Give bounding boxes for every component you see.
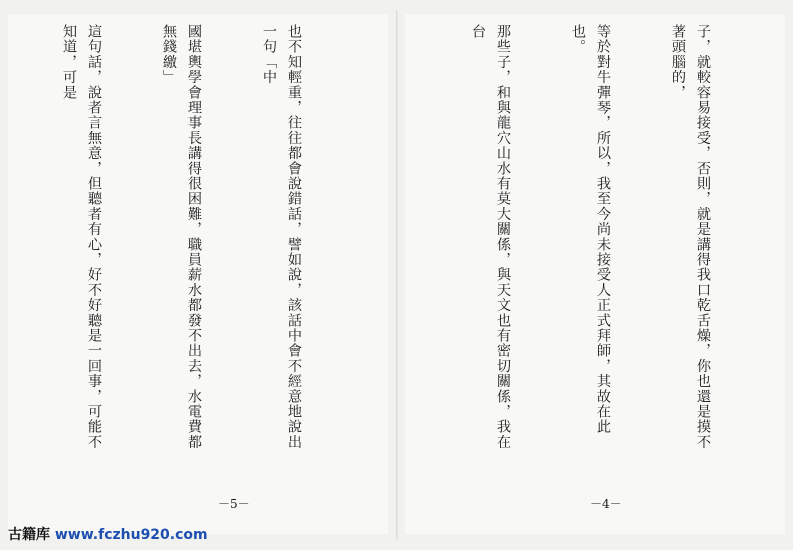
text-column: 那些子，和與龍穴山水有莫大關係，與天文也有密切關係，我在台 <box>470 24 511 450</box>
text-column: 國堪輿學會理事長講得很困難，職員薪水都發不出去，水電費都無錢繳」 <box>161 24 202 450</box>
book-gutter <box>396 10 398 540</box>
text-column: 也不知輕重，往往都會說錯話，譬如說，該話中會不經意地說出一句「中 <box>261 24 302 450</box>
left-page-number: －5－ <box>218 497 250 511</box>
right-page-text <box>420 24 765 464</box>
right-page <box>405 14 785 534</box>
watermark-url: www.fczhu920.com <box>54 527 208 543</box>
right-page-number: －4－ <box>590 497 622 511</box>
text-column: 這句話，說者言無意，但聽者有心，好不好聽是一回事，可能不知道，可是 <box>61 24 102 450</box>
text-column: 等於對牛彈琴，所以，我至今尚未接受人正式拜師，其故在此也。 <box>570 24 611 435</box>
text-column: 子，就較容易接受，否則，就是講得我口乾舌燥，你也還是摸不著頭腦的， <box>670 24 711 450</box>
left-page-text <box>26 24 356 464</box>
site-watermark <box>8 524 208 544</box>
watermark-label: 古籍库 <box>8 527 50 543</box>
left-page <box>8 14 388 534</box>
